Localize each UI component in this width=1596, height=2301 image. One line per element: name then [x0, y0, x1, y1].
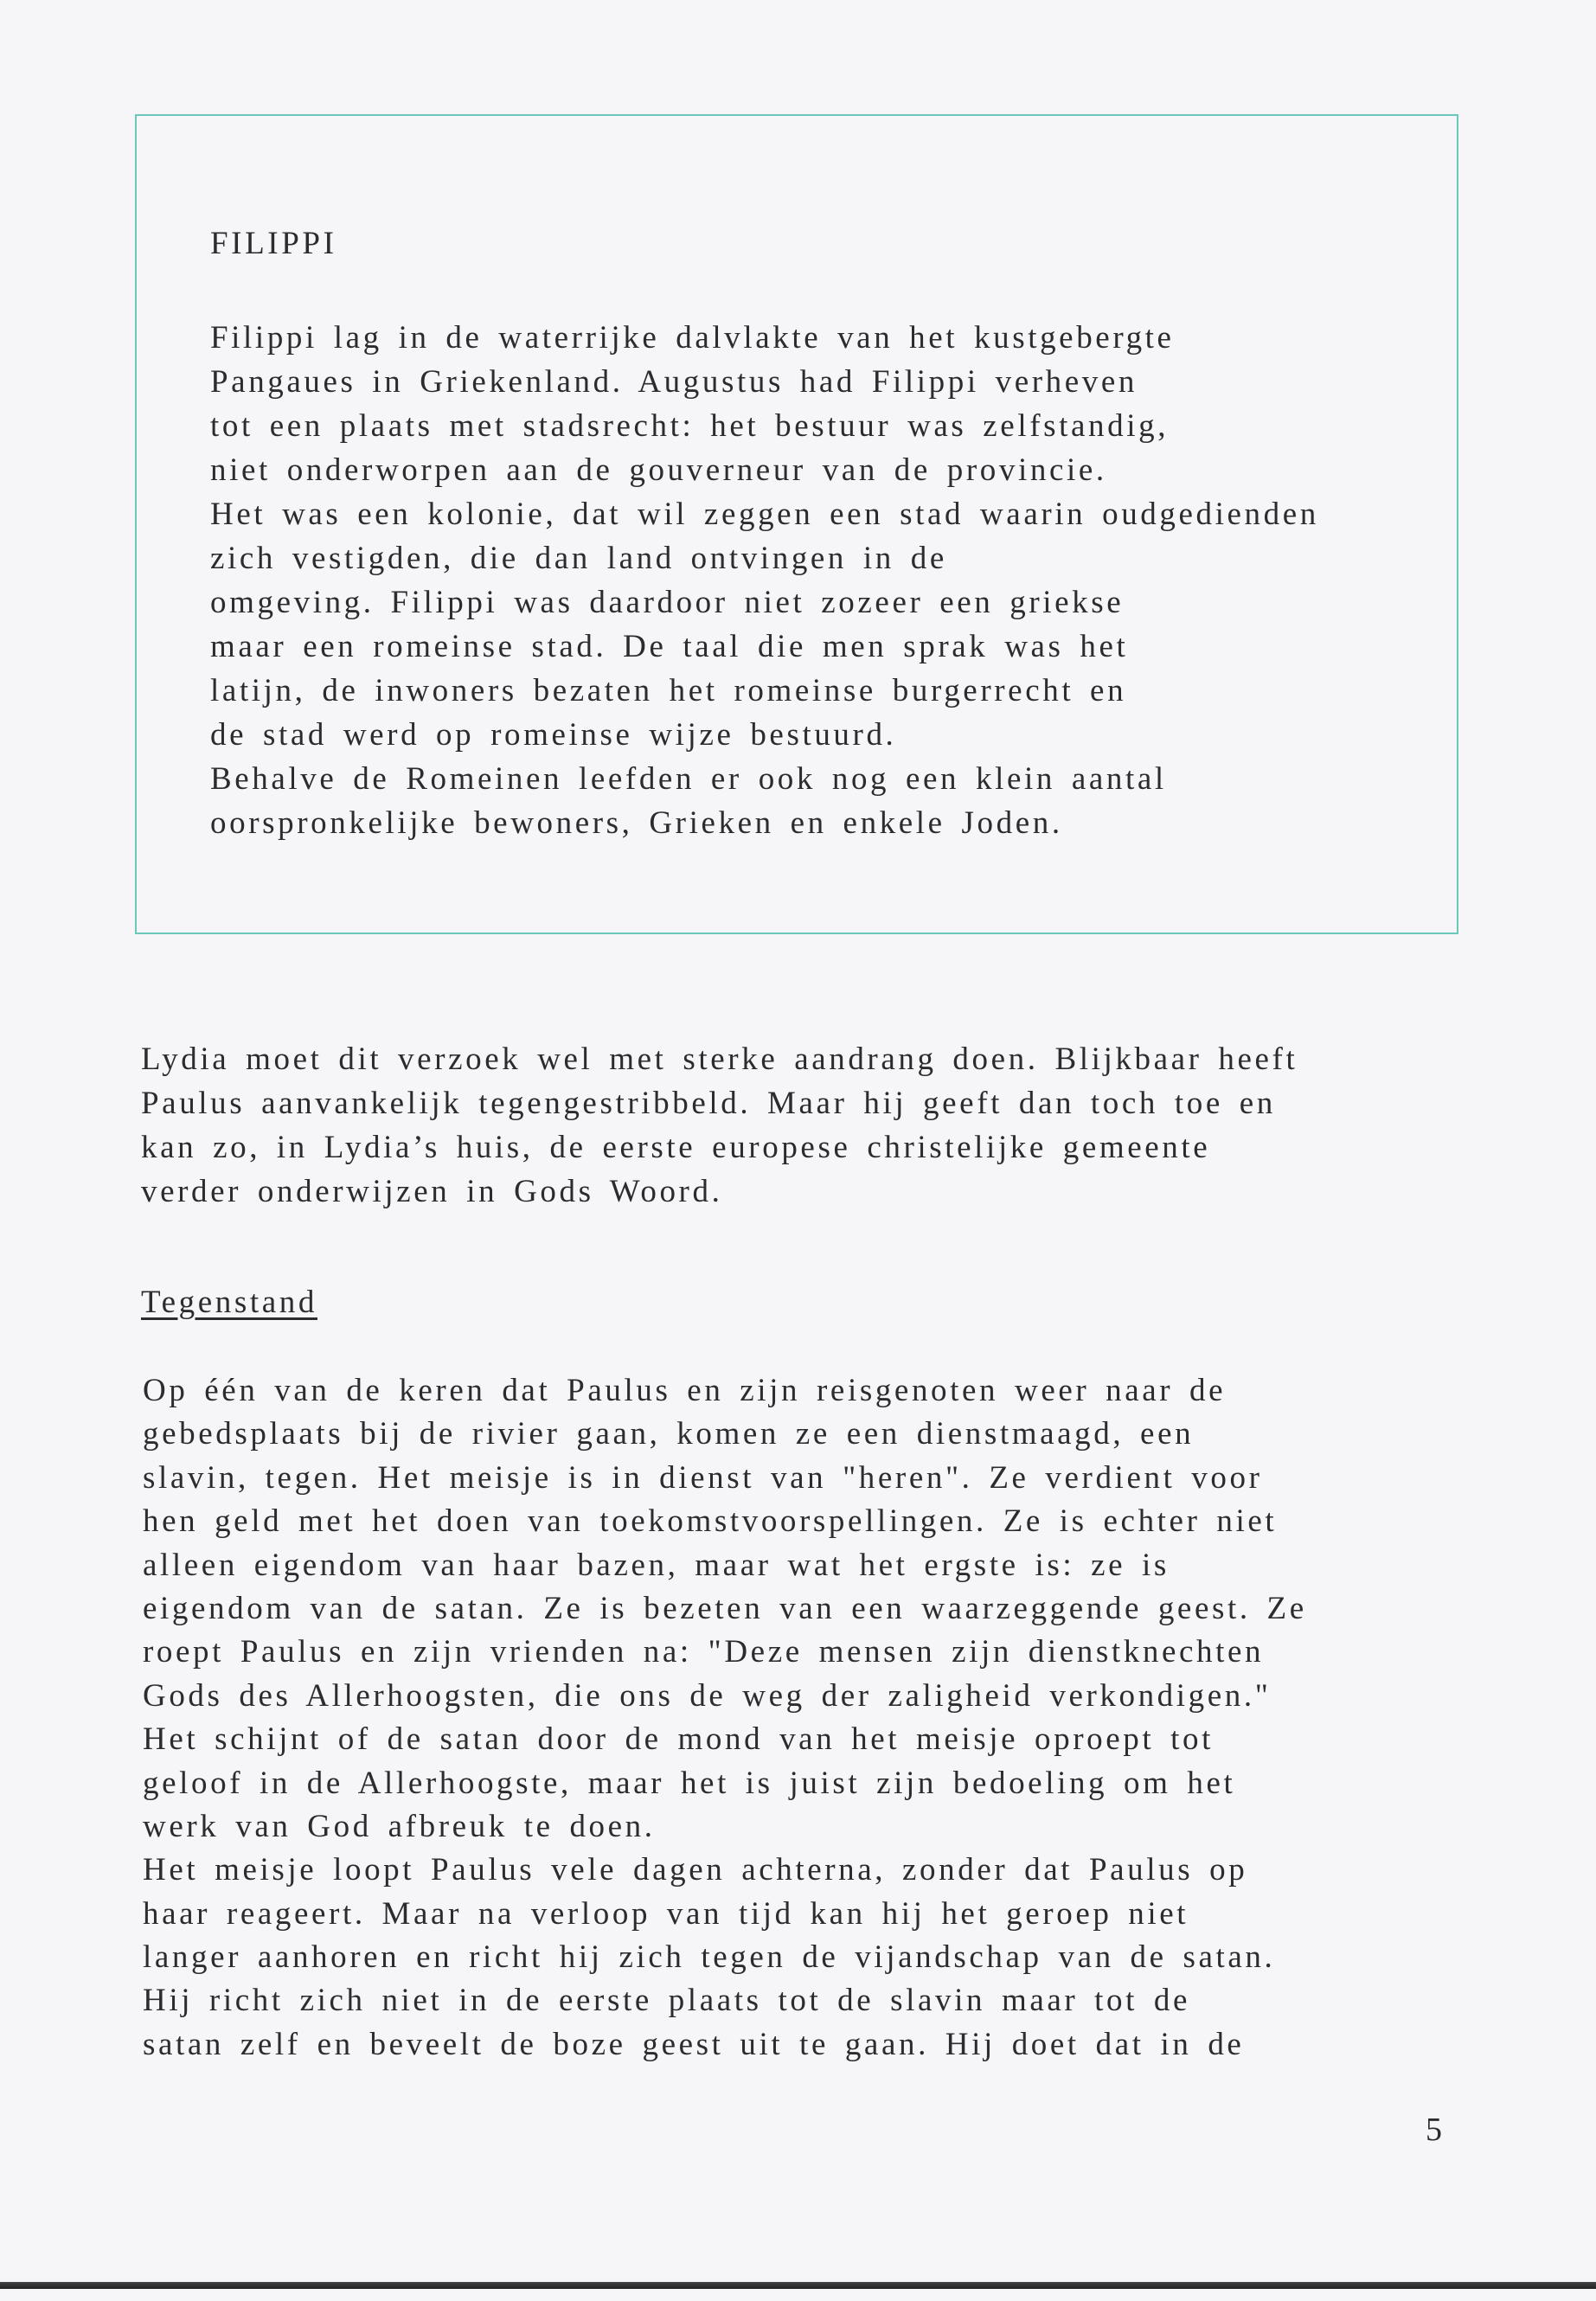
text-line: maar een romeinse stad. De taal die men sprak was het	[210, 629, 1129, 664]
page-number: 5	[1426, 2112, 1442, 2148]
text-line: verder onderwijzen in Gods Woord.	[141, 1174, 723, 1209]
text-line: geloof in de Allerhoogste, maar het is juist zijn bedoeling om het	[143, 1765, 1236, 1801]
text-line: omgeving. Filippi was daardoor niet zozeer een griekse	[210, 585, 1125, 620]
box-title: FILIPPI	[210, 226, 337, 261]
text-line: haar reageert. Maar na verloop van tijd kan hij het geroep niet	[143, 1895, 1189, 1932]
text-line: langer aanhoren en richt hij zich tegen de vijandschap van de satan.	[143, 1939, 1276, 1976]
box-text	[210, 316, 1319, 845]
text-line: werk van God afbreuk te doen.	[143, 1808, 656, 1844]
text-line: zich vestigden, die dan land ontvingen in de	[210, 541, 947, 576]
text-line: Het was een kolonie, dat wil zeggen een stad waarin oudgedienden	[210, 497, 1319, 532]
paragraph-lydia	[141, 1037, 1298, 1214]
text-line: satan zelf en beveelt de boze geest uit te gaan. Hij doet dat in de	[143, 2026, 1245, 2062]
text-line: Pangaues in Griekenland. Augustus had Filippi verheven	[210, 364, 1138, 400]
text-line: Lydia moet dit verzoek wel met sterke aandrang doen. Blijkbaar heeft	[141, 1042, 1298, 1077]
text-line: Paulus aanvankelijk tegengestribbeld. Maar hij geeft dan toch toe en	[141, 1086, 1276, 1121]
scan-bottom-edge	[0, 2282, 1596, 2289]
text-line: Hij richt zich niet in de eerste plaats tot de slavin maar tot de	[143, 1983, 1191, 2019]
paragraph-tegenstand	[143, 1369, 1307, 2067]
text-line: Filippi lag in de waterrijke dalvlakte van het kustgebergte	[210, 320, 1175, 356]
text-line: roept Paulus en zijn vrienden na: "Deze mensen zijn dienstknechten	[143, 1634, 1265, 1670]
text-line: Het meisje loopt Paulus vele dagen achterna, zonder dat Paulus op	[143, 1852, 1248, 1888]
text-line: alleen eigendom van haar bazen, maar wat het ergste is: ze is	[143, 1547, 1170, 1583]
text-line: kan zo, in Lydia’s huis, de eerste europese christelijke gemeente	[141, 1130, 1211, 1165]
text-line: oorspronkelijke bewoners, Grieken en enkele Joden.	[210, 805, 1063, 841]
text-line: latijn, de inwoners bezaten het romeinse burgerrecht en	[210, 673, 1127, 708]
text-line: hen geld met het doen van toekomstvoorspellingen. Ze is echter niet	[143, 1503, 1278, 1540]
text-line: Het schijnt of de satan door de mond van het meisje oproept tot	[143, 1721, 1214, 1758]
text-line: de stad werd op romeinse wijze bestuurd.	[210, 717, 897, 753]
text-line: Op één van de keren dat Paulus en zijn reisgenoten weer naar de	[143, 1373, 1227, 1408]
text-line: Behalve de Romeinen leefden er ook nog een klein aantal	[210, 761, 1167, 797]
text-line: niet onderworpen aan de gouverneur van de provincie.	[210, 452, 1107, 488]
text-line: eigendom van de satan. Ze is bezeten van een waarzeggende geest. Ze	[143, 1590, 1307, 1626]
text-line: gebedsplaats bij de rivier gaan, komen ze een dienstmaagd, een	[143, 1416, 1195, 1452]
text-line: Gods des Allerhoogsten, die ons de weg der zaligheid verkondigen."	[143, 1677, 1272, 1714]
text-line: tot een plaats met stadsrecht: het bestuur was zelfstandig,	[210, 408, 1170, 444]
section-heading: Tegenstand	[141, 1285, 317, 1320]
text-line: slavin, tegen. Het meisje is in dienst van "heren". Ze verdient voor	[143, 1459, 1263, 1496]
